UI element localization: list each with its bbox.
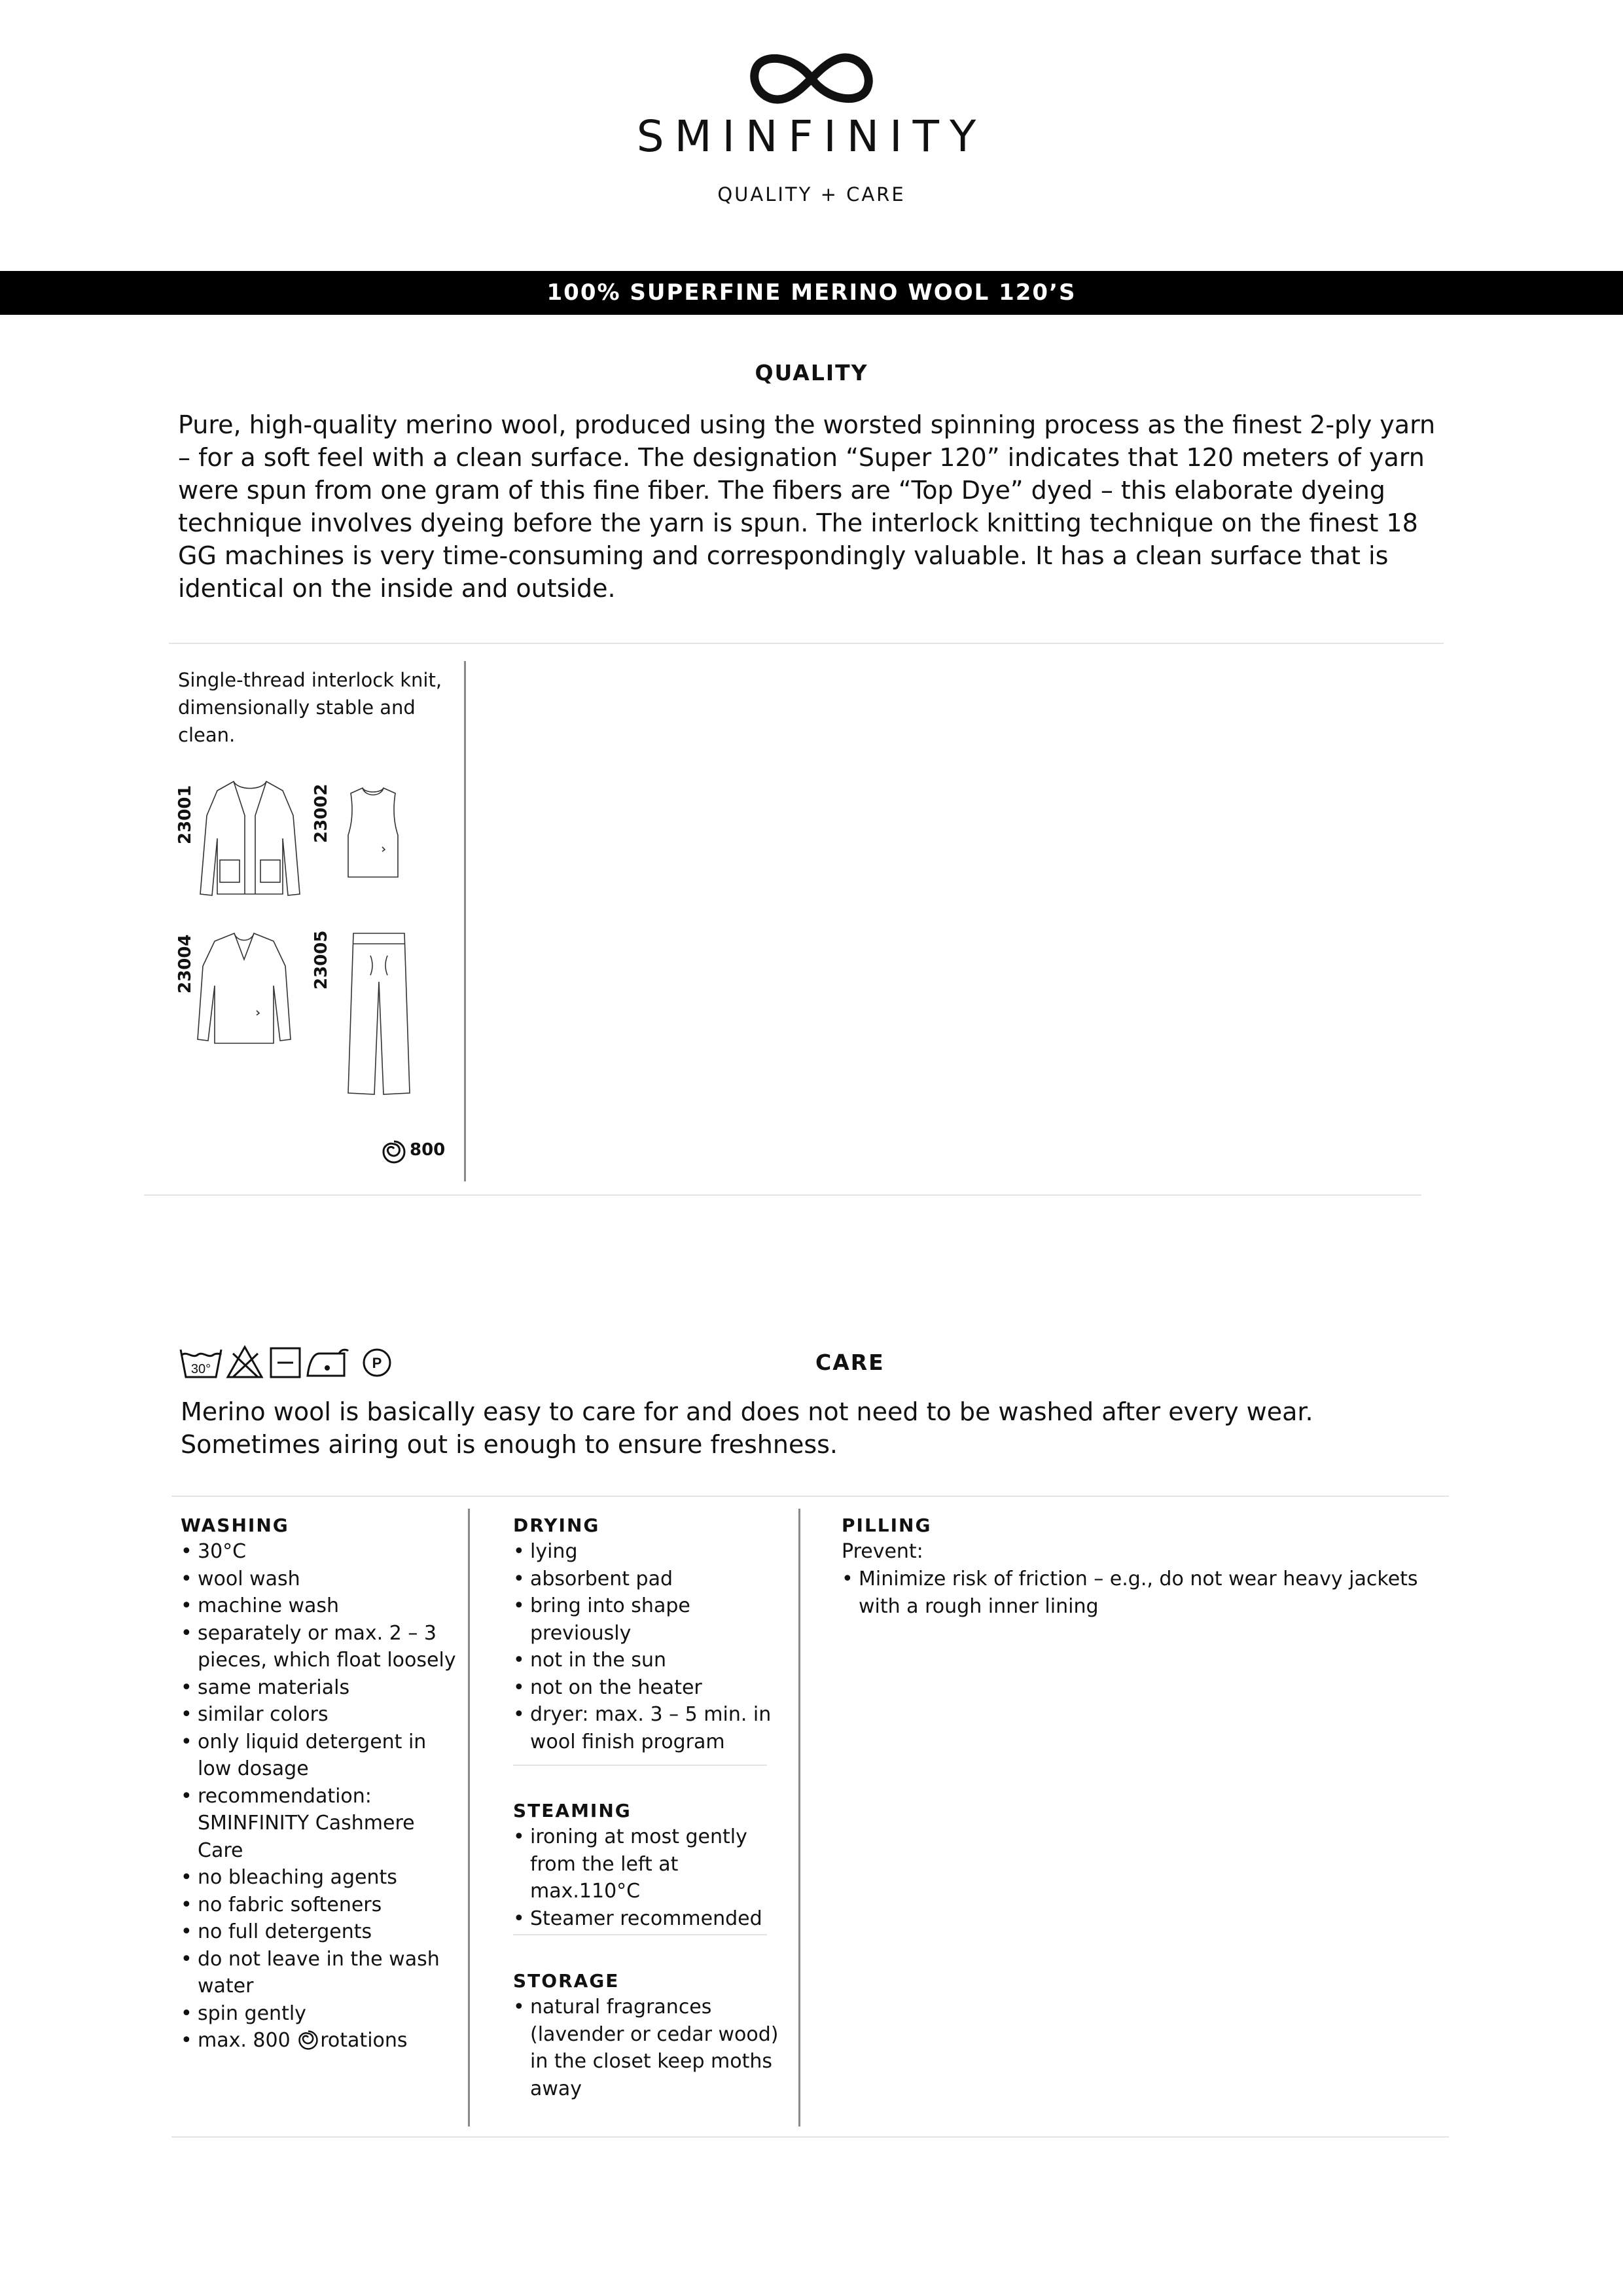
spin-rotation-icon	[382, 1139, 406, 1164]
divider	[171, 1496, 1449, 1497]
material-banner: 100% SUPERFINE MERINO WOOL 120’S	[0, 271, 1623, 315]
quality-title: QUALITY	[755, 360, 868, 386]
wash-temp-label: 30°	[190, 1362, 211, 1376]
storage-list	[513, 1994, 794, 2102]
no-bleach-icon	[228, 1347, 262, 1377]
list-item	[181, 2027, 462, 2054]
list-item: • wool wash	[181, 1566, 462, 1593]
care-description-line: Merino wool is basically easy to care for and does not need to be washed after every wear.	[181, 1397, 1313, 1426]
list-item: • ironing at most gently from the left at max.110°C	[513, 1823, 794, 1905]
list-item: • dryer: max. 3 – 5 min. in wool finish program	[513, 1701, 794, 1755]
list-item: • 30°C	[181, 1538, 462, 1566]
list-item: • not on the heater	[513, 1674, 794, 1702]
iron-low-icon	[308, 1350, 348, 1376]
list-item: • absorbent pad	[513, 1566, 794, 1593]
list-item: • separately or max. 2 – 3 pieces, which float loosely	[181, 1620, 462, 1674]
list-item: • Steamer recommended	[513, 1905, 794, 1933]
list-item: • no full detergents	[181, 1918, 462, 1946]
brand-name: SMINFINITY	[636, 111, 987, 162]
list-item: • Minimize risk of friction – e.g., do not wear heavy jackets with a rough inner lining	[842, 1566, 1431, 1620]
list-item: • spin gently	[181, 2000, 462, 2028]
trousers-sketch-icon	[344, 929, 414, 1098]
pilling-title: PILLING	[842, 1515, 932, 1536]
garment-code: 23005	[312, 930, 331, 990]
washing-list	[181, 1538, 462, 2054]
garment-code: 23002	[312, 783, 331, 843]
list-item: • natural fragrances (lavender or cedar wood) in the closet keep moths away	[513, 1994, 794, 2102]
sleeveless-top-sketch-icon	[343, 784, 403, 881]
sweater-sketch-icon	[196, 927, 292, 1051]
infinity-logo-icon	[740, 46, 883, 111]
care-description	[181, 1395, 1424, 1461]
drying-title: DRYING	[513, 1515, 600, 1536]
list-item: • similar colors	[181, 1701, 462, 1729]
divider	[513, 1765, 767, 1766]
dry-clean-p-icon	[364, 1350, 390, 1376]
washing-title: WASHING	[181, 1515, 289, 1536]
list-item: • machine wash	[181, 1592, 462, 1620]
cardigan-sketch-icon	[198, 776, 302, 903]
pilling-list	[842, 1566, 1431, 1620]
spin-max-suffix: rotations	[320, 2029, 408, 2052]
list-item: • not in the sun	[513, 1647, 794, 1674]
dry-flat-icon	[271, 1348, 300, 1377]
dry-clean-letter: P	[372, 1355, 382, 1371]
tagline: QUALITY + CARE	[717, 183, 906, 206]
vertical-divider	[798, 1509, 800, 2126]
divider	[513, 1934, 767, 1935]
care-title: CARE	[815, 1350, 885, 1375]
vertical-divider	[464, 661, 466, 1181]
list-item: • do not leave in the wash water	[181, 1946, 462, 2000]
knit-note: Single-thread interlock knit, dimensionally stable and clean.	[178, 669, 442, 746]
list-item: • no fabric softeners	[181, 1892, 462, 1919]
garment-code: 23001	[175, 785, 195, 844]
vertical-divider	[468, 1509, 470, 2126]
list-item: • only liquid detergent in low dosage	[181, 1729, 462, 1783]
list-item: • lying	[513, 1538, 794, 1566]
divider	[171, 2136, 1449, 2138]
spin-rotation-icon	[298, 2030, 319, 2051]
list-item: • bring into shape previously	[513, 1592, 794, 1647]
quality-description: Pure, high-quality merino wool, produced using the worsted spinning process as the finest 2-ply yarn – for a soft feel with a clean surface. The designation “Super 120” indicates that 120 meters of yarn were spun from one gram of this fine fiber. The fibers are “Top Dye” dyed – this elaborate dyeing technique involves dyeing before the yarn is spun. The interlock knitting technique on the finest 18 GG machines is very time-consuming and correspondingly valuable. It has a clean surface that is identical on the inside and outside.	[178, 410, 1436, 603]
divider	[169, 643, 1444, 644]
care-symbols	[179, 1344, 395, 1381]
list-item: • recommendation: SMINFINITY Cashmere Care	[181, 1783, 462, 1865]
storage-title: STORAGE	[513, 1970, 620, 1992]
drying-list	[513, 1538, 794, 1755]
divider	[144, 1194, 1421, 1196]
garment-code: 23004	[175, 934, 195, 994]
list-item: • no bleaching agents	[181, 1864, 462, 1892]
wash-30-icon	[181, 1350, 221, 1377]
steaming-title: STEAMING	[513, 1800, 632, 1821]
spin-value: 800	[410, 1140, 446, 1160]
care-description-line: Sometimes airing out is enough to ensure freshness.	[181, 1430, 838, 1459]
steaming-list	[513, 1823, 794, 1932]
spin-max-prefix: max. 800	[198, 2029, 291, 2052]
pilling-subtitle: Prevent:	[842, 1540, 923, 1563]
list-item: • same materials	[181, 1674, 462, 1702]
